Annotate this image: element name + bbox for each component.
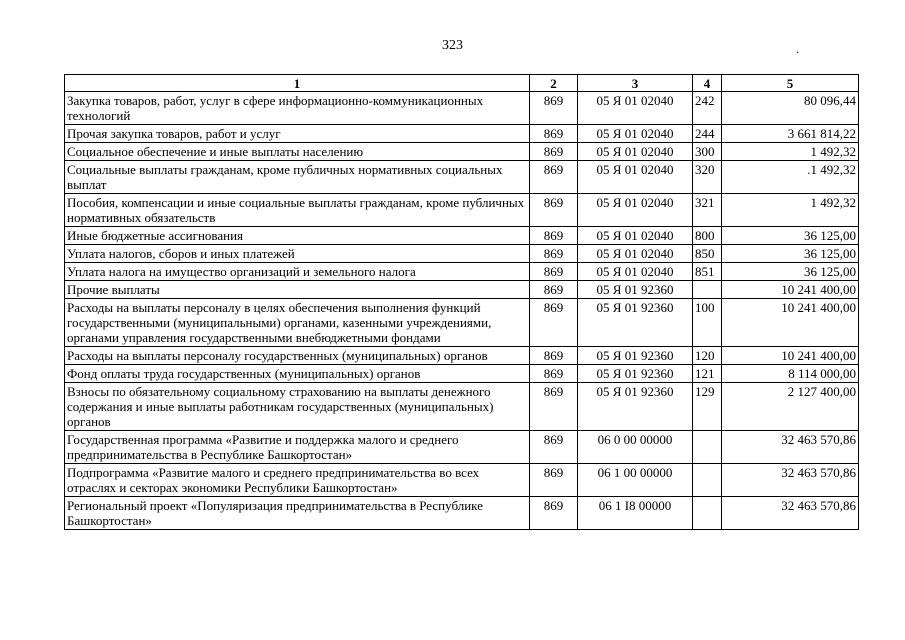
row-name: Социальные выплаты гражданам, кроме публичных нормативных социальных выплат (65, 161, 530, 194)
row-target-code: 05 Я 01 02040 (578, 125, 693, 143)
row-amount: 2 127 400,00 (722, 383, 859, 431)
row-admin-code: 869 (530, 464, 578, 497)
row-expense-type: 244 (693, 125, 722, 143)
table-row (65, 92, 859, 125)
page-corner-mark: . (796, 42, 799, 56)
row-expense-type: 120 (693, 347, 722, 365)
row-name: Иные бюджетные ассигнования (65, 227, 530, 245)
row-expense-type: 851 (693, 263, 722, 281)
row-name: Пособия, компенсации и иные социальные выплаты гражданам, кроме публичных нормативных обязательств (65, 194, 530, 227)
table-row (65, 365, 859, 383)
row-target-code: 06 0 00 00000 (578, 431, 693, 464)
header-col-2: 2 (530, 75, 578, 92)
table-row (65, 263, 859, 281)
row-target-code: 05 Я 01 02040 (578, 263, 693, 281)
row-expense-type (693, 464, 722, 497)
row-admin-code: 869 (530, 92, 578, 125)
row-expense-type: 850 (693, 245, 722, 263)
table-row (65, 143, 859, 161)
row-amount: 10 241 400,00 (722, 281, 859, 299)
row-amount: 32 463 570,86 (722, 431, 859, 464)
row-target-code: 05 Я 01 02040 (578, 194, 693, 227)
row-expense-type: 321 (693, 194, 722, 227)
row-admin-code: 869 (530, 161, 578, 194)
row-amount: 1 492,32 (722, 143, 859, 161)
row-name: Закупка товаров, работ, услуг в сфере информационно-коммуникационных технологий (65, 92, 530, 125)
table-body (65, 92, 859, 530)
row-admin-code: 869 (530, 125, 578, 143)
row-name: Региональный проект «Популяризация предпринимательства в Республике Башкортостан» (65, 497, 530, 530)
row-admin-code: 869 (530, 497, 578, 530)
row-amount: 32 463 570,86 (722, 464, 859, 497)
row-expense-type (693, 281, 722, 299)
row-amount: .1 492,32 (722, 161, 859, 194)
row-amount: 10 241 400,00 (722, 299, 859, 347)
row-name: Уплата налогов, сборов и иных платежей (65, 245, 530, 263)
row-target-code: 06 1 I8 00000 (578, 497, 693, 530)
row-amount: 32 463 570,86 (722, 497, 859, 530)
row-name: Расходы на выплаты персоналу в целях обеспечения выполнения функций государственными (муниципальными) органами, казенными учреждениями, органами управления государственными внебюджетными фондами (65, 299, 530, 347)
row-target-code: 05 Я 01 02040 (578, 143, 693, 161)
row-name: Уплата налога на имущество организаций и земельного налога (65, 263, 530, 281)
row-target-code: 05 Я 01 02040 (578, 92, 693, 125)
row-name: Прочие выплаты (65, 281, 530, 299)
row-amount: 1 492,32 (722, 194, 859, 227)
row-expense-type: 300 (693, 143, 722, 161)
row-target-code: 05 Я 01 92360 (578, 365, 693, 383)
row-admin-code: 869 (530, 299, 578, 347)
row-expense-type: 242 (693, 92, 722, 125)
header-col-4: 4 (693, 75, 722, 92)
row-admin-code: 869 (530, 263, 578, 281)
row-admin-code: 869 (530, 347, 578, 365)
table-row (65, 194, 859, 227)
row-amount: 36 125,00 (722, 227, 859, 245)
table-row (65, 383, 859, 431)
row-expense-type (693, 431, 722, 464)
row-name: Фонд оплаты труда государственных (муниципальных) органов (65, 365, 530, 383)
row-name: Государственная программа «Развитие и поддержка малого и среднего предпринимательства в Республике Башкортостан» (65, 431, 530, 464)
page-number: 323 (442, 38, 463, 53)
row-expense-type: 320 (693, 161, 722, 194)
row-target-code: 05 Я 01 02040 (578, 227, 693, 245)
row-amount: 8 114 000,00 (722, 365, 859, 383)
row-admin-code: 869 (530, 143, 578, 161)
row-expense-type: 100 (693, 299, 722, 347)
row-target-code: 05 Я 01 92360 (578, 281, 693, 299)
row-expense-type (693, 497, 722, 530)
table-row (65, 281, 859, 299)
row-amount: 36 125,00 (722, 245, 859, 263)
row-expense-type: 800 (693, 227, 722, 245)
row-amount: 80 096,44 (722, 92, 859, 125)
header-col-5: 5 (722, 75, 859, 92)
row-target-code: 05 Я 01 92360 (578, 299, 693, 347)
table-row (65, 464, 859, 497)
row-admin-code: 869 (530, 431, 578, 464)
budget-table (64, 74, 859, 530)
row-expense-type: 129 (693, 383, 722, 431)
row-amount: 10 241 400,00 (722, 347, 859, 365)
row-name: Прочая закупка товаров, работ и услуг (65, 125, 530, 143)
header-col-1: 1 (65, 75, 530, 92)
row-name: Социальное обеспечение и иные выплаты населению (65, 143, 530, 161)
row-admin-code: 869 (530, 281, 578, 299)
table-header-row (65, 75, 859, 92)
row-expense-type: 121 (693, 365, 722, 383)
row-amount: 36 125,00 (722, 263, 859, 281)
row-admin-code: 869 (530, 383, 578, 431)
row-target-code: 05 Я 01 92360 (578, 383, 693, 431)
table-row (65, 347, 859, 365)
row-target-code: 05 Я 01 02040 (578, 245, 693, 263)
row-target-code: 05 Я 01 92360 (578, 347, 693, 365)
table-row (65, 497, 859, 530)
row-name: Подпрограмма «Развитие малого и среднего предпринимательства во всех отраслях и секторах экономики Республики Башкортостан» (65, 464, 530, 497)
row-admin-code: 869 (530, 365, 578, 383)
row-amount: 3 661 814,22 (722, 125, 859, 143)
table-row (65, 299, 859, 347)
row-target-code: 05 Я 01 02040 (578, 161, 693, 194)
table-row (65, 431, 859, 464)
header-col-3: 3 (578, 75, 693, 92)
row-admin-code: 869 (530, 227, 578, 245)
row-name: Расходы на выплаты персоналу государственных (муниципальных) органов (65, 347, 530, 365)
row-admin-code: 869 (530, 245, 578, 263)
table-row (65, 161, 859, 194)
row-name: Взносы по обязательному социальному страхованию на выплаты денежного содержания и иные выплаты работникам государственных (муниципальных) органов (65, 383, 530, 431)
row-admin-code: 869 (530, 194, 578, 227)
table-row (65, 125, 859, 143)
table-row (65, 245, 859, 263)
row-target-code: 06 1 00 00000 (578, 464, 693, 497)
table-row (65, 227, 859, 245)
